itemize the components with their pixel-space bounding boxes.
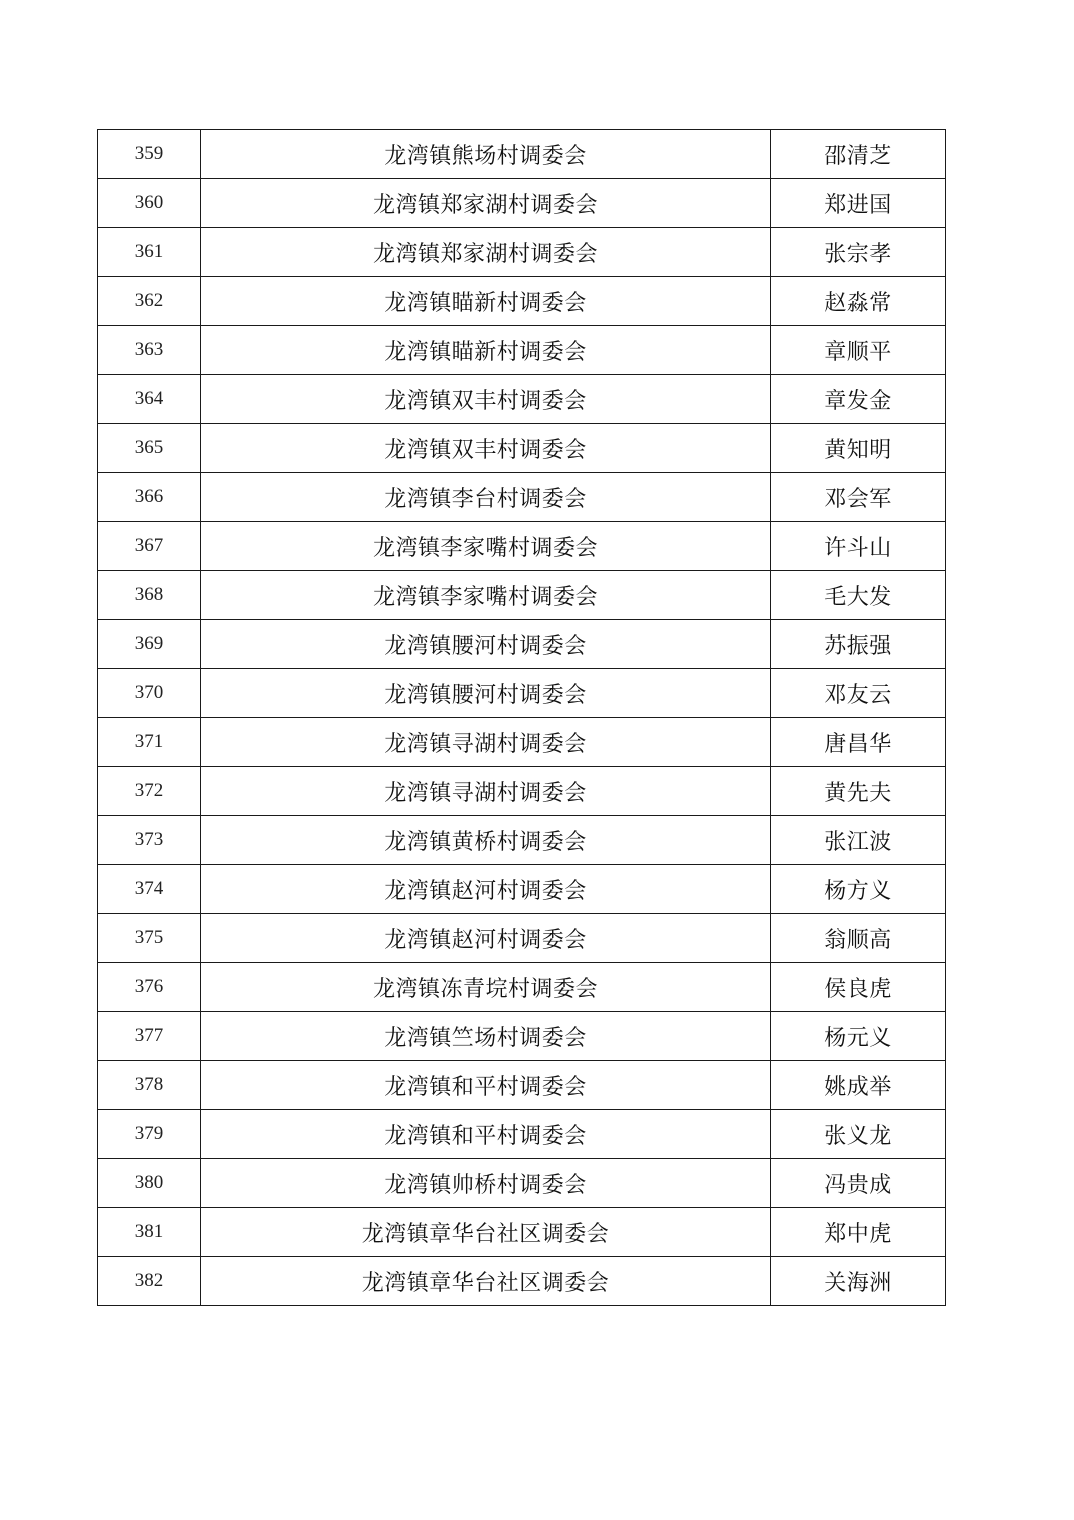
mediator-name-cell: 冯贵成 (771, 1159, 946, 1208)
committee-name-cell: 龙湾镇双丰村调委会 (201, 424, 771, 473)
row-number-cell: 378 (98, 1061, 201, 1110)
row-number-cell: 379 (98, 1110, 201, 1159)
mediator-name-cell: 黄先夫 (771, 767, 946, 816)
row-number-cell: 363 (98, 326, 201, 375)
mediator-name-cell: 邓会军 (771, 473, 946, 522)
table-row (98, 1208, 946, 1257)
row-number-cell: 375 (98, 914, 201, 963)
row-number-cell: 364 (98, 375, 201, 424)
row-number-cell: 359 (98, 130, 201, 179)
mediator-name-cell: 苏振强 (771, 620, 946, 669)
mediator-name-cell: 关海洲 (771, 1257, 946, 1306)
row-number-cell: 370 (98, 669, 201, 718)
mediator-name-cell: 杨元义 (771, 1012, 946, 1061)
row-number-cell: 376 (98, 963, 201, 1012)
mediator-name-cell: 黄知明 (771, 424, 946, 473)
table-row (98, 914, 946, 963)
row-number-cell: 381 (98, 1208, 201, 1257)
committee-name-cell: 龙湾镇和平村调委会 (201, 1061, 771, 1110)
row-number-cell: 366 (98, 473, 201, 522)
row-number-cell: 368 (98, 571, 201, 620)
row-number-cell: 374 (98, 865, 201, 914)
committee-name-cell: 龙湾镇帅桥村调委会 (201, 1159, 771, 1208)
committee-name-cell: 龙湾镇赵河村调委会 (201, 865, 771, 914)
row-number-cell: 369 (98, 620, 201, 669)
committee-name-cell: 龙湾镇冻青垸村调委会 (201, 963, 771, 1012)
mediator-name-cell: 姚成举 (771, 1061, 946, 1110)
table-row (98, 473, 946, 522)
table-row (98, 718, 946, 767)
row-number-cell: 382 (98, 1257, 201, 1306)
row-number-cell: 372 (98, 767, 201, 816)
mediator-name-cell: 侯良虎 (771, 963, 946, 1012)
mediator-name-cell: 张义龙 (771, 1110, 946, 1159)
mediator-roster-table (97, 129, 946, 1306)
table-row (98, 130, 946, 179)
mediator-name-cell: 杨方义 (771, 865, 946, 914)
table-row (98, 179, 946, 228)
table-row (98, 865, 946, 914)
table-row (98, 1159, 946, 1208)
mediator-name-cell: 章顺平 (771, 326, 946, 375)
row-number-cell: 377 (98, 1012, 201, 1061)
row-number-cell: 373 (98, 816, 201, 865)
mediator-name-cell: 张宗孝 (771, 228, 946, 277)
mediator-name-cell: 邓友云 (771, 669, 946, 718)
committee-name-cell: 龙湾镇郑家湖村调委会 (201, 179, 771, 228)
committee-name-cell: 龙湾镇黄桥村调委会 (201, 816, 771, 865)
committee-name-cell: 龙湾镇腰河村调委会 (201, 669, 771, 718)
table-row (98, 277, 946, 326)
committee-name-cell: 龙湾镇和平村调委会 (201, 1110, 771, 1159)
committee-name-cell: 龙湾镇熊场村调委会 (201, 130, 771, 179)
table-row (98, 1012, 946, 1061)
table-row (98, 571, 946, 620)
table-row (98, 669, 946, 718)
table-row (98, 620, 946, 669)
committee-name-cell: 龙湾镇双丰村调委会 (201, 375, 771, 424)
table-row (98, 228, 946, 277)
mediator-name-cell: 许斗山 (771, 522, 946, 571)
table-row (98, 816, 946, 865)
committee-name-cell: 龙湾镇郑家湖村调委会 (201, 228, 771, 277)
committee-name-cell: 龙湾镇章华台社区调委会 (201, 1257, 771, 1306)
row-number-cell: 362 (98, 277, 201, 326)
committee-name-cell: 龙湾镇李家嘴村调委会 (201, 522, 771, 571)
table-row (98, 1110, 946, 1159)
committee-name-cell: 龙湾镇寻湖村调委会 (201, 718, 771, 767)
committee-name-cell: 龙湾镇李家嘴村调委会 (201, 571, 771, 620)
committee-name-cell: 龙湾镇瞄新村调委会 (201, 277, 771, 326)
committee-name-cell: 龙湾镇腰河村调委会 (201, 620, 771, 669)
mediator-name-cell: 张江波 (771, 816, 946, 865)
committee-name-cell: 龙湾镇章华台社区调委会 (201, 1208, 771, 1257)
table-row (98, 375, 946, 424)
table-row (98, 1257, 946, 1306)
committee-name-cell: 龙湾镇李台村调委会 (201, 473, 771, 522)
row-number-cell: 380 (98, 1159, 201, 1208)
row-number-cell: 367 (98, 522, 201, 571)
row-number-cell: 361 (98, 228, 201, 277)
table-row (98, 326, 946, 375)
row-number-cell: 365 (98, 424, 201, 473)
mediator-name-cell: 邵清芝 (771, 130, 946, 179)
table-row (98, 424, 946, 473)
table-row (98, 767, 946, 816)
table-row (98, 963, 946, 1012)
committee-name-cell: 龙湾镇瞄新村调委会 (201, 326, 771, 375)
mediator-name-cell: 唐昌华 (771, 718, 946, 767)
committee-name-cell: 龙湾镇赵河村调委会 (201, 914, 771, 963)
mediator-name-cell: 毛大发 (771, 571, 946, 620)
mediator-name-cell: 郑进国 (771, 179, 946, 228)
committee-name-cell: 龙湾镇竺场村调委会 (201, 1012, 771, 1061)
roster-table-body (98, 130, 946, 1306)
table-row (98, 1061, 946, 1110)
row-number-cell: 371 (98, 718, 201, 767)
mediator-name-cell: 郑中虎 (771, 1208, 946, 1257)
mediator-name-cell: 章发金 (771, 375, 946, 424)
row-number-cell: 360 (98, 179, 201, 228)
mediator-name-cell: 翁顺高 (771, 914, 946, 963)
table-row (98, 522, 946, 571)
committee-name-cell: 龙湾镇寻湖村调委会 (201, 767, 771, 816)
mediator-name-cell: 赵淼常 (771, 277, 946, 326)
